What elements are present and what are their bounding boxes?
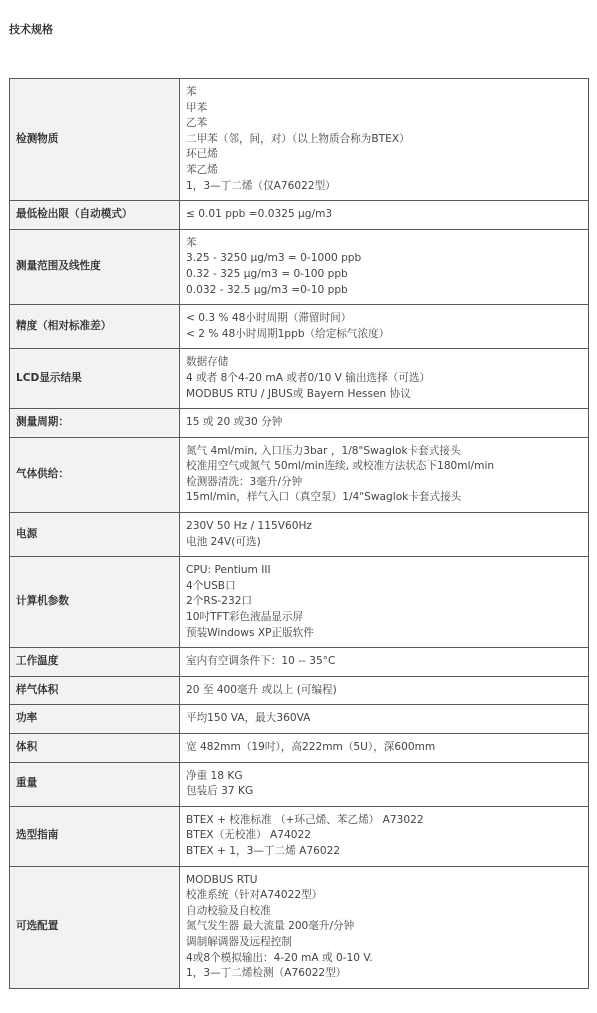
spec-value-line: 4个USB口	[186, 579, 236, 592]
spec-label: 体积	[10, 734, 180, 763]
spec-table-body	[10, 79, 589, 989]
spec-value-line: 1，3—丁二烯（仅A76022型）	[186, 179, 336, 192]
spec-value-line: 20 至 400毫升 或以上 (可编程)	[186, 683, 337, 696]
spec-value-line: 二甲苯（邻，间，对）（以上物质合称为BTEX）	[186, 132, 410, 145]
spec-row	[10, 409, 589, 438]
spec-value-line: 15 或 20 或30 分钟	[186, 416, 283, 429]
spec-value	[180, 866, 589, 988]
spec-value-line: 预装Windows XP正版软件	[186, 626, 314, 639]
spec-value-line: 数据存储	[186, 356, 229, 369]
spec-value-line: 0.32 - 325 μg/m3 = 0-100 ppb	[186, 267, 348, 280]
spec-value-line: BTEX（无校准） A74022	[186, 829, 311, 842]
spec-label: 最低检出限（自动模式）	[10, 201, 180, 230]
spec-label: 功率	[10, 705, 180, 734]
spec-value-line: ≤ 0.01 ppb =0.0325 μg/m3	[186, 208, 333, 221]
spec-label: 可选配置	[10, 866, 180, 988]
spec-value	[180, 229, 589, 304]
spec-value-line: 调制解调器及远程控制	[186, 935, 292, 948]
spec-value-line: 校准系统（针对A74022型）	[186, 889, 323, 902]
spec-value	[180, 201, 589, 230]
spec-value	[180, 513, 589, 557]
spec-value-line: 3.25 - 3250 μg/m3 = 0-1000 ppb	[186, 252, 362, 265]
spec-value-line: 苯	[186, 86, 197, 98]
spec-value	[180, 705, 589, 734]
spec-value-line: MODBUS RTU / JBUS或 Bayern Hessen 协议	[186, 387, 411, 400]
spec-value-line: 校准用空气或氮气 50ml/min连续, 或校准方法状态下180ml/min	[186, 460, 495, 473]
spec-value-line: 平均150 VA，最大360VA	[186, 712, 311, 725]
spec-value	[180, 349, 589, 409]
spec-value-line: < 0.3 % 48小时周期（滞留时间）	[186, 312, 352, 325]
spec-value-line: BTEX + 1，3—丁二烯 A76022	[186, 844, 341, 857]
spec-value	[180, 305, 589, 349]
spec-value-line: 包装后 37 KG	[186, 785, 254, 798]
spec-row	[10, 229, 589, 304]
spec-value-line: 0.032 - 32.5 μg/m3 =0-10 ppb	[186, 283, 348, 296]
spec-row	[10, 437, 589, 512]
spec-label: 选型指南	[10, 806, 180, 866]
spec-label: 检测物质	[10, 79, 180, 201]
spec-value	[180, 437, 589, 512]
spec-value-line: 4或8个模拟输出：4-20 mA 或 0-10 V.	[186, 951, 373, 964]
spec-value-line: CPU: Pentium III	[186, 564, 271, 577]
spec-value-line: 2个RS-232口	[186, 595, 253, 608]
spec-value-line: 检测器清洗：3毫升/分钟	[186, 475, 303, 488]
spec-label: 气体供给：	[10, 437, 180, 512]
spec-value-line: 苯	[186, 236, 197, 249]
spec-row	[10, 762, 589, 806]
spec-value-line: 室内有空调条件下：10 -- 35°C	[186, 655, 336, 668]
spec-value	[180, 79, 589, 201]
spec-value	[180, 734, 589, 763]
spec-label: 测量范围及线性度	[10, 229, 180, 304]
spec-value-line: 10吋TFT彩色液晶显示屏	[186, 611, 304, 624]
spec-value-line: 净重 18 KG	[186, 769, 243, 782]
spec-row	[10, 676, 589, 705]
spec-value-line: 电池 24V(可选)	[186, 535, 261, 548]
spec-value-line: 自动校验及自校准	[186, 904, 271, 917]
spec-label: 重量	[10, 762, 180, 806]
spec-value-line: 氮气发生器 最大流量 200毫升/分钟	[186, 920, 355, 933]
spec-row	[10, 705, 589, 734]
spec-label: 工作温度	[10, 648, 180, 677]
spec-value-line: 宽 482mm（19吋），高222mm（5U），深600mm	[186, 741, 436, 753]
spec-value	[180, 409, 589, 438]
spec-value-line: BTEX + 校准标准 （+环己烯、苯乙烯） A73022	[186, 813, 424, 826]
spec-value-line: 环已烯	[186, 148, 218, 161]
spec-label: 电源	[10, 513, 180, 557]
spec-label: 测量周期：	[10, 409, 180, 438]
spec-value-line: 甲苯	[186, 101, 208, 114]
spec-row	[10, 648, 589, 677]
spec-row	[10, 305, 589, 349]
spec-label: 样气体积	[10, 676, 180, 705]
spec-value-line: < 2 % 48小时周期1ppb（给定标气浓度）	[186, 327, 390, 340]
spec-value-line: 1，3—丁二烯检测（A76022型）	[186, 967, 347, 980]
spec-value-line: 15ml/min，样气入口（真空泵）1/4"Swaglok卡套式接头	[186, 491, 462, 504]
spec-row	[10, 806, 589, 866]
spec-label: LCD显示结果	[10, 349, 180, 409]
section-title: 技术规格	[9, 23, 53, 36]
spec-row	[10, 79, 589, 201]
spec-row	[10, 513, 589, 557]
spec-row	[10, 557, 589, 648]
spec-value-line: 4 或者 8个4-20 mA 或者0/10 V 输出选择（可选）	[186, 371, 431, 384]
spec-value-line: 乙苯	[186, 117, 208, 130]
spec-row	[10, 866, 589, 988]
spec-row	[10, 734, 589, 763]
spec-value	[180, 648, 589, 677]
spec-table	[9, 78, 589, 989]
spec-value-line: 苯乙烯	[186, 163, 218, 176]
spec-row	[10, 349, 589, 409]
spec-value	[180, 762, 589, 806]
spec-label: 精度（相对标准差）	[10, 305, 180, 349]
spec-label: 计算机参数	[10, 557, 180, 648]
spec-value-line: MODBUS RTU	[186, 873, 258, 886]
spec-value	[180, 806, 589, 866]
spec-value-line: 氮气 4ml/min, 入口压力3bar ，1/8"Swaglok卡套式接头	[186, 444, 461, 457]
spec-value	[180, 676, 589, 705]
spec-value-line: 230V 50 Hz / 115V60Hz	[186, 520, 312, 533]
spec-value	[180, 557, 589, 648]
spec-row	[10, 201, 589, 230]
